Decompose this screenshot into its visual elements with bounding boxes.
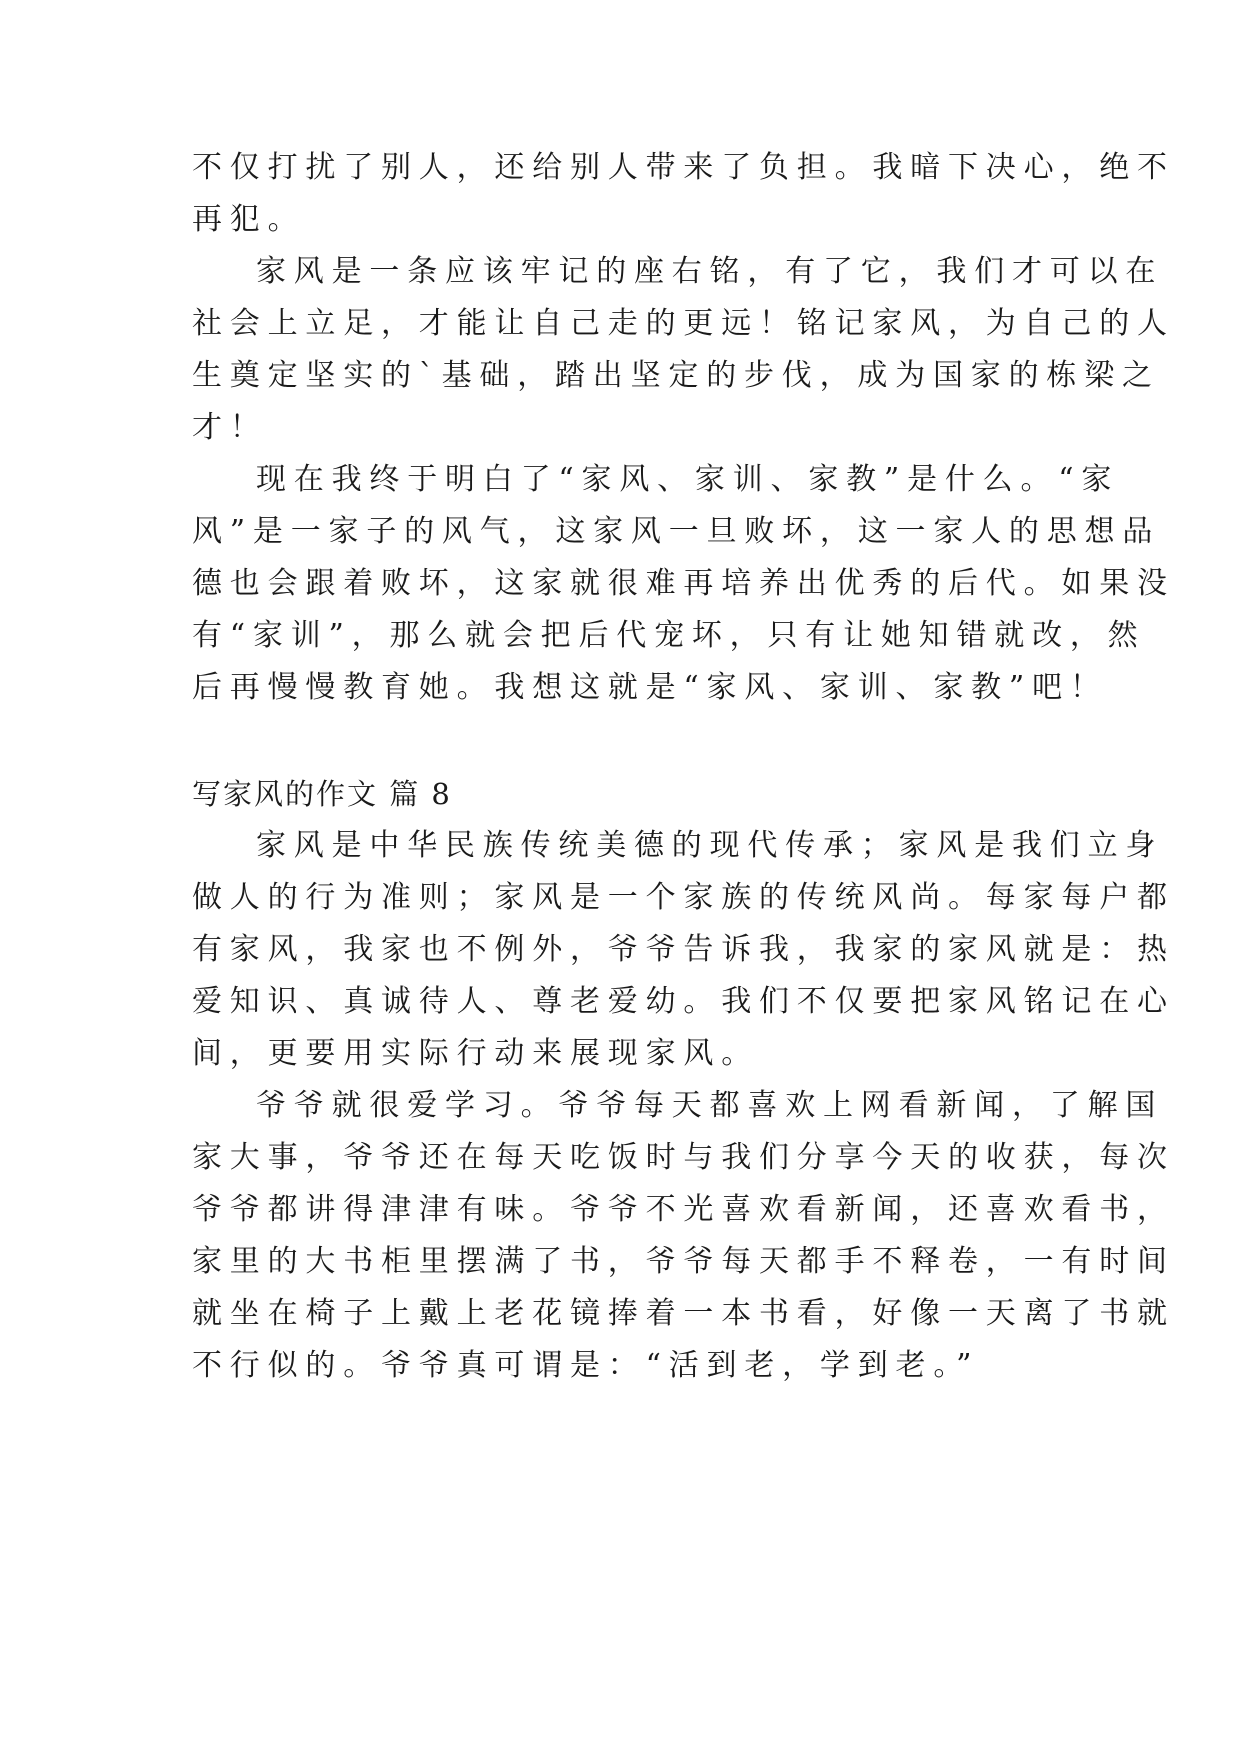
paragraph-line: 不仅打扰了别人，还给别人带来了负担。我暗下决心，绝不 xyxy=(192,150,1175,185)
paragraph-line: 有“家训”，那么就会把后代宠坏，只有让她知错就改，然 xyxy=(192,618,1146,653)
paragraph-line: 间，更要用实际行动来展现家风。 xyxy=(192,1036,759,1071)
paragraph-line: 有家风，我家也不例外，爷爷告诉我，我家的家风就是：热 xyxy=(192,932,1175,967)
paragraph-line: 才！ xyxy=(192,410,268,445)
paragraph-line: 社会上立足，才能让自己走的更远！铭记家风，为自己的人 xyxy=(192,306,1175,341)
paragraph-line: 不行似的。爷爷真可谓是：“活到老，学到老。” xyxy=(192,1348,980,1383)
paragraph-line: 家大事，爷爷还在每天吃饭时与我们分享今天的收获，每次 xyxy=(192,1140,1175,1175)
paragraph-line: 家风是中华民族传统美德的现代传承；家风是我们立身 xyxy=(256,828,1164,863)
paragraph-line: 现在我终于明白了“家风、家训、家教”是什么。“家 xyxy=(256,462,1120,497)
paragraph-line: 生奠定坚实的`基础，踏出坚定的步伐，成为国家的栋梁之 xyxy=(192,358,1160,393)
paragraph-line: 爱知识、真诚待人、尊老爱幼。我们不仅要把家风铭记在心 xyxy=(192,984,1175,1019)
paragraph-line: 做人的行为准则；家风是一个家族的传统风尚。每家每户都 xyxy=(192,880,1175,915)
paragraph-line: 爷爷都讲得津津有味。爷爷不光喜欢看新闻，还喜欢看书， xyxy=(192,1192,1175,1227)
section-heading: 写家风的作文 篇 8 xyxy=(192,777,452,811)
paragraph-line: 风”是一家子的风气，这家风一旦败坏，这一家人的思想品 xyxy=(192,514,1161,549)
paragraph-line: 家风是一条应该牢记的座右铭，有了它，我们才可以在 xyxy=(256,254,1164,289)
paragraph-line: 再犯。 xyxy=(192,202,306,237)
paragraph-line: 就坐在椅子上戴上老花镜捧着一本书看，好像一天离了书就 xyxy=(192,1296,1175,1331)
paragraph-line: 后再慢慢教育她。我想这就是“家风、家训、家教”吧！ xyxy=(192,670,1108,705)
paragraph-line: 爷爷就很爱学习。爷爷每天都喜欢上网看新闻，了解国 xyxy=(256,1088,1164,1123)
paragraph-line: 德也会跟着败坏，这家就很难再培养出优秀的后代。如果没 xyxy=(192,566,1175,601)
paragraph-line: 家里的大书柜里摆满了书，爷爷每天都手不释卷，一有时间 xyxy=(192,1244,1175,1279)
